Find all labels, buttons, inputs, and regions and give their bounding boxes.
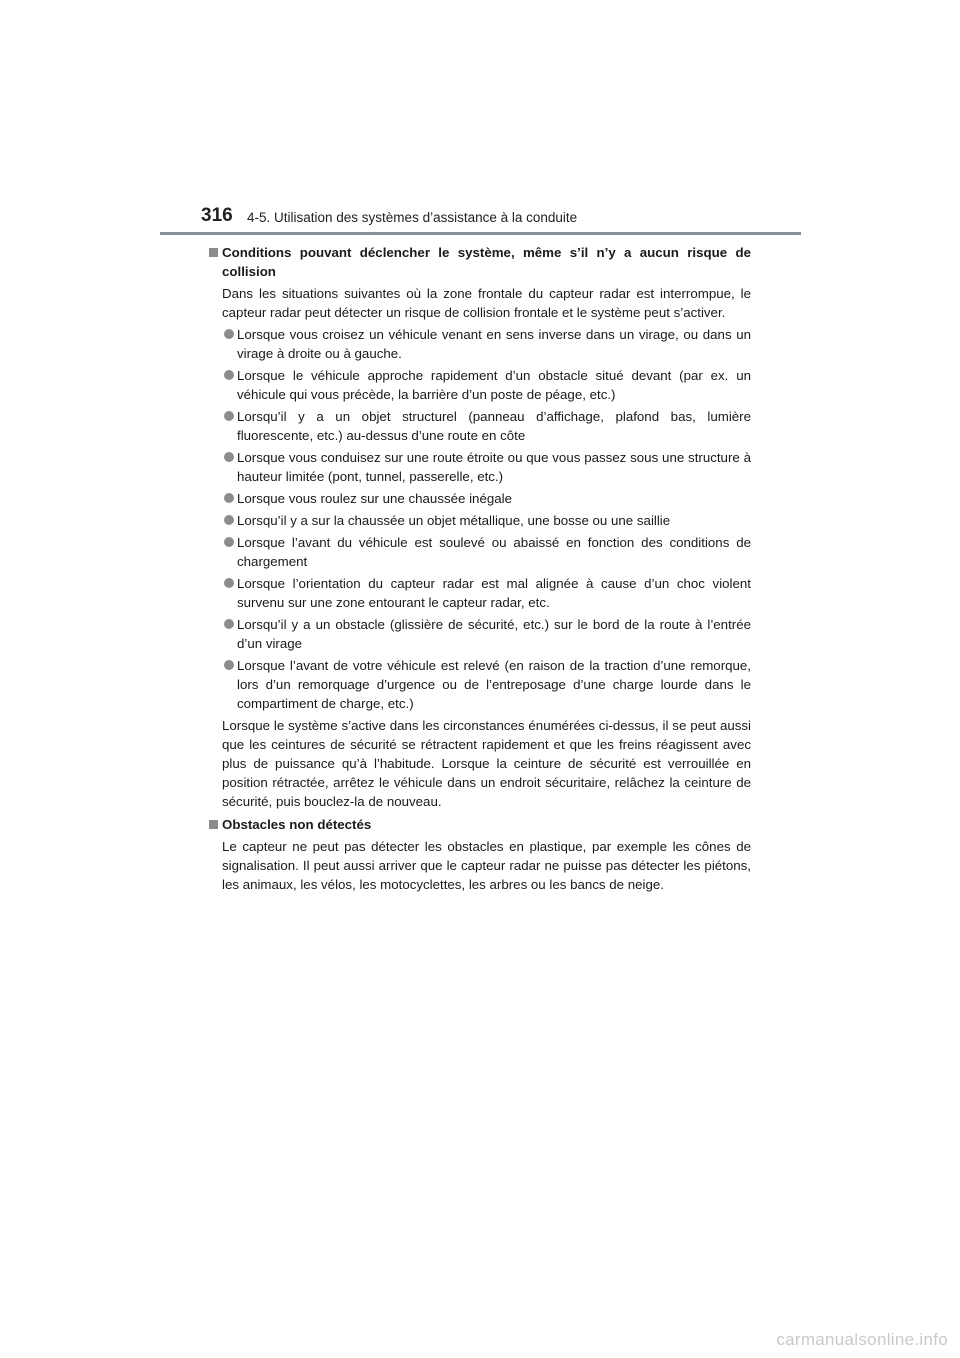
circle-bullet-icon: [224, 370, 234, 380]
list-item: Lorsqu’il y a un objet structurel (panneau d’affichage, plafond bas, lumière fluorescente, etc.) au-dessus d’une route en côte: [209, 407, 751, 445]
circle-bullet-icon: [224, 578, 234, 588]
square-bullet-icon: [209, 820, 218, 829]
section-heading-text: Obstacles non détectés: [222, 817, 372, 832]
list-item: Lorsque vous conduisez sur une route étroite ou que vous passez sous une structure à hauteur limitée (pont, tunnel, passerelle, etc.): [209, 448, 751, 486]
watermark: carmanualsonline.info: [776, 1330, 948, 1349]
section-intro: Le capteur ne peut pas détecter les obstacles en plastique, par exemple les cônes de signalisation. Il peut aussi arriver que le capteur radar ne puisse pas détecter les piétons, les animaux, les vélos, les motocyclettes, les arbres ou les bancs de neige.: [222, 839, 751, 892]
list-item: Lorsque vous croisez un véhicule venant en sens inverse dans un virage, ou dans un virage à droite ou à gauche.: [209, 325, 751, 363]
section-heading-text: Conditions pouvant déclencher le système, même s’il n’y a aucun risque de collision: [222, 245, 751, 279]
list-item: Lorsque l’avant du véhicule est soulevé ou abaissé en fonction des conditions de chargement: [209, 533, 751, 571]
page-number: 316: [201, 205, 233, 226]
condition-list: [209, 325, 751, 713]
circle-bullet-icon: [224, 660, 234, 670]
circle-bullet-icon: [224, 452, 234, 462]
list-item: Lorsque le véhicule approche rapidement d’un obstacle situé devant (par ex. un véhicule qui vous précède, la barrière d’un poste de péage, etc.): [209, 366, 751, 404]
section-outro: Lorsque le système s’active dans les circonstances énumérées ci-dessus, il se peut aussi que les ceintures de sécurité se rétractent rapidement et que les freins réagissent avec plus de puissance qu’à l’habitude. Lorsque la ceinture de sécurité est verrouillée en position rétractée, arrêtez le véhicule dans un endroit sécuritaire, relâchez la ceinture de sécurité, puis bouclez-la de nouveau.: [222, 718, 751, 809]
section-false-activation: [209, 243, 751, 811]
page-header: [201, 205, 801, 235]
circle-bullet-icon: [224, 411, 234, 421]
section-intro: Dans les situations suivantes où la zone frontale du capteur radar est interrompue, le capteur radar peut détecter un risque de collision frontale et le système peut s’activer.: [222, 286, 751, 320]
circle-bullet-icon: [224, 537, 234, 547]
circle-bullet-icon: [224, 515, 234, 525]
section-undetected-obstacles: [209, 815, 751, 894]
section-title: 4-5. Utilisation des systèmes d’assistance à la conduite: [247, 210, 578, 225]
circle-bullet-icon: [224, 619, 234, 629]
circle-bullet-icon: [224, 329, 234, 339]
header-divider: [160, 232, 801, 235]
section-heading: [209, 243, 751, 281]
list-item: Lorsqu’il y a sur la chaussée un objet métallique, une bosse ou une saillie: [209, 511, 751, 530]
list-item: Lorsque l’avant de votre véhicule est relevé (en raison de la traction d’une remorque, lors d’un remorquage d’urgence ou de l’entreposage d’une charge lourde dans le compartiment de charge, etc.): [209, 656, 751, 713]
list-item: Lorsqu’il y a un obstacle (glissière de sécurité, etc.) sur le bord de la route à l’entrée d’un virage: [209, 615, 751, 653]
square-bullet-icon: [209, 248, 218, 257]
list-item: Lorsque l’orientation du capteur radar est mal alignée à cause d’un choc violent survenu sur une zone entourant le capteur radar, etc.: [209, 574, 751, 612]
page-content: [209, 243, 751, 898]
section-heading: [209, 815, 751, 834]
circle-bullet-icon: [224, 493, 234, 503]
list-item: Lorsque vous roulez sur une chaussée inégale: [209, 489, 751, 508]
